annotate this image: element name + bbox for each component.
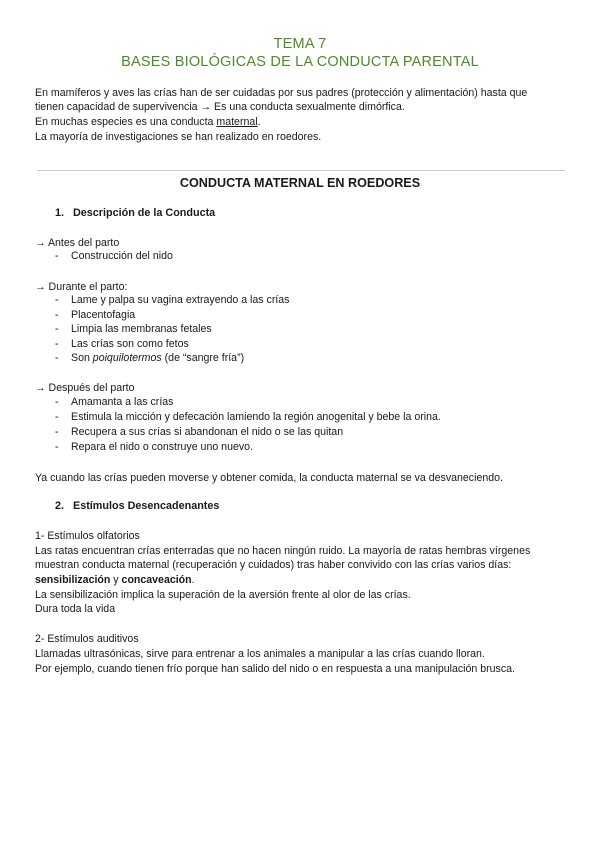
bullet-dash: -: [55, 294, 59, 306]
olfactory-line-5: Dura toda la vida: [35, 603, 116, 615]
bullet-dash: -: [55, 323, 59, 335]
olfactory-line-1: Las ratas encuentran crías enterradas que no hacen ningún ruido. La mayoría de ratas hembras vírgenes: [35, 545, 531, 557]
subheading-1-title: Descripción de la Conducta: [73, 207, 216, 219]
list-item: [55, 338, 189, 350]
list-item: [55, 426, 343, 438]
durante-label: → Durante el parto:: [35, 281, 128, 293]
olfactory-line-3-mid: y: [110, 574, 122, 586]
closing-paragraph: Ya cuando las crías pueden moverse y obtener comida, la conducta maternal se va desvaneciendo.: [35, 472, 503, 484]
list-item-text: Limpia las membranas fetales: [71, 323, 212, 335]
list-item-text: Las crías son como fetos: [71, 338, 189, 350]
bullet-dash: -: [55, 250, 59, 262]
antes-label: → Antes del parto: [35, 237, 120, 249]
list-item-text: Construcción del nido: [71, 250, 173, 262]
list-item-text: Lame y palpa su vagina extrayendo a las crías: [71, 294, 290, 306]
list-item-text-post: (de “sangre fría”): [161, 352, 245, 364]
intro-line-1: En mamíferos y aves las crías han de ser cuidadas por sus padres (protección y alimentación) hasta que: [35, 87, 528, 99]
list-item-text: Recupera a sus crías si abandonan el nido o se las quitan: [71, 426, 344, 438]
subheading-2-title: Estímulos Desencadenantes: [73, 500, 220, 512]
list-item: [55, 323, 212, 335]
sensibilizacion-bold: sensibilización: [35, 574, 111, 586]
intro-line-2: tienen capacidad de supervivencia → Es una conducta sexualmente dimórfica.: [35, 101, 405, 113]
bullet-dash: -: [55, 411, 59, 423]
bullet-dash: -: [55, 441, 59, 453]
list-item-text: Repara el nido o construye uno nuevo.: [71, 441, 253, 453]
bullet-dash: -: [55, 426, 59, 438]
olfactory-line-3-end: .: [191, 574, 195, 586]
subheading-1: [55, 207, 215, 219]
bullet-dash: -: [55, 396, 59, 408]
olfactory-line-3: [35, 573, 195, 587]
list-item-text: Amamanta a las crías: [71, 396, 174, 408]
section-divider: [37, 170, 565, 171]
section-title: CONDUCTA MATERNAL EN ROEDORES: [179, 176, 421, 190]
document-title: BASES BIOLÓGICAS DE LA CONDUCTA PARENTAL: [121, 54, 479, 70]
intro-line-3-pre: En muchas especies es una conducta: [35, 116, 217, 128]
olfactory-title: 1- Estímulos olfatorios: [35, 530, 140, 542]
list-item: [55, 294, 289, 306]
list-item-text: Estimula la micción y defecación lamiendo la región anogenital y bebe la orina.: [71, 411, 441, 423]
list-item: [55, 309, 135, 321]
despues-label: → Después del parto: [35, 382, 135, 394]
olfactory-line-2: muestran conducta maternal (recuperación y cuidados) tras haber convivido con las crías varios días:: [35, 559, 512, 571]
list-item-text: Placentofagia: [71, 309, 136, 321]
bullet-dash: -: [55, 352, 59, 364]
auditory-line-2: Por ejemplo, cuando tienen frío porque han salido del nido o en respuesta a una manipulación brusca.: [35, 663, 515, 675]
list-item-text-pre: Son: [71, 352, 93, 364]
poiquilotermos-italic: poiquilotermos: [92, 352, 162, 364]
bullet-dash: -: [55, 309, 59, 321]
list-item: [55, 250, 173, 262]
list-item: [55, 396, 173, 408]
list-item: [55, 441, 253, 453]
concaveacion-bold: concaveación: [121, 574, 192, 586]
subheading-2: [55, 500, 219, 512]
olfactory-line-4: La sensibilización implica la superación de la aversión frente al olor de las crías.: [35, 589, 411, 601]
list-item: [55, 352, 244, 364]
intro-line-3-post: .: [257, 116, 261, 128]
subheading-1-number: 1.: [55, 207, 65, 219]
maternal-underlined: maternal: [216, 116, 258, 128]
tema-number: TEMA 7: [273, 36, 327, 52]
bullet-dash: -: [55, 338, 59, 350]
intro-line-3: [35, 115, 261, 129]
list-item: [55, 411, 441, 423]
subheading-2-number: 2.: [55, 500, 65, 512]
auditory-title: 2- Estímulos auditivos: [35, 633, 139, 645]
auditory-line-1: Llamadas ultrasónicas, sirve para entrenar a los animales a manipular a las crías cuando lloran.: [35, 648, 485, 660]
intro-line-4: La mayoría de investigaciones se han realizado en roedores.: [35, 131, 322, 143]
